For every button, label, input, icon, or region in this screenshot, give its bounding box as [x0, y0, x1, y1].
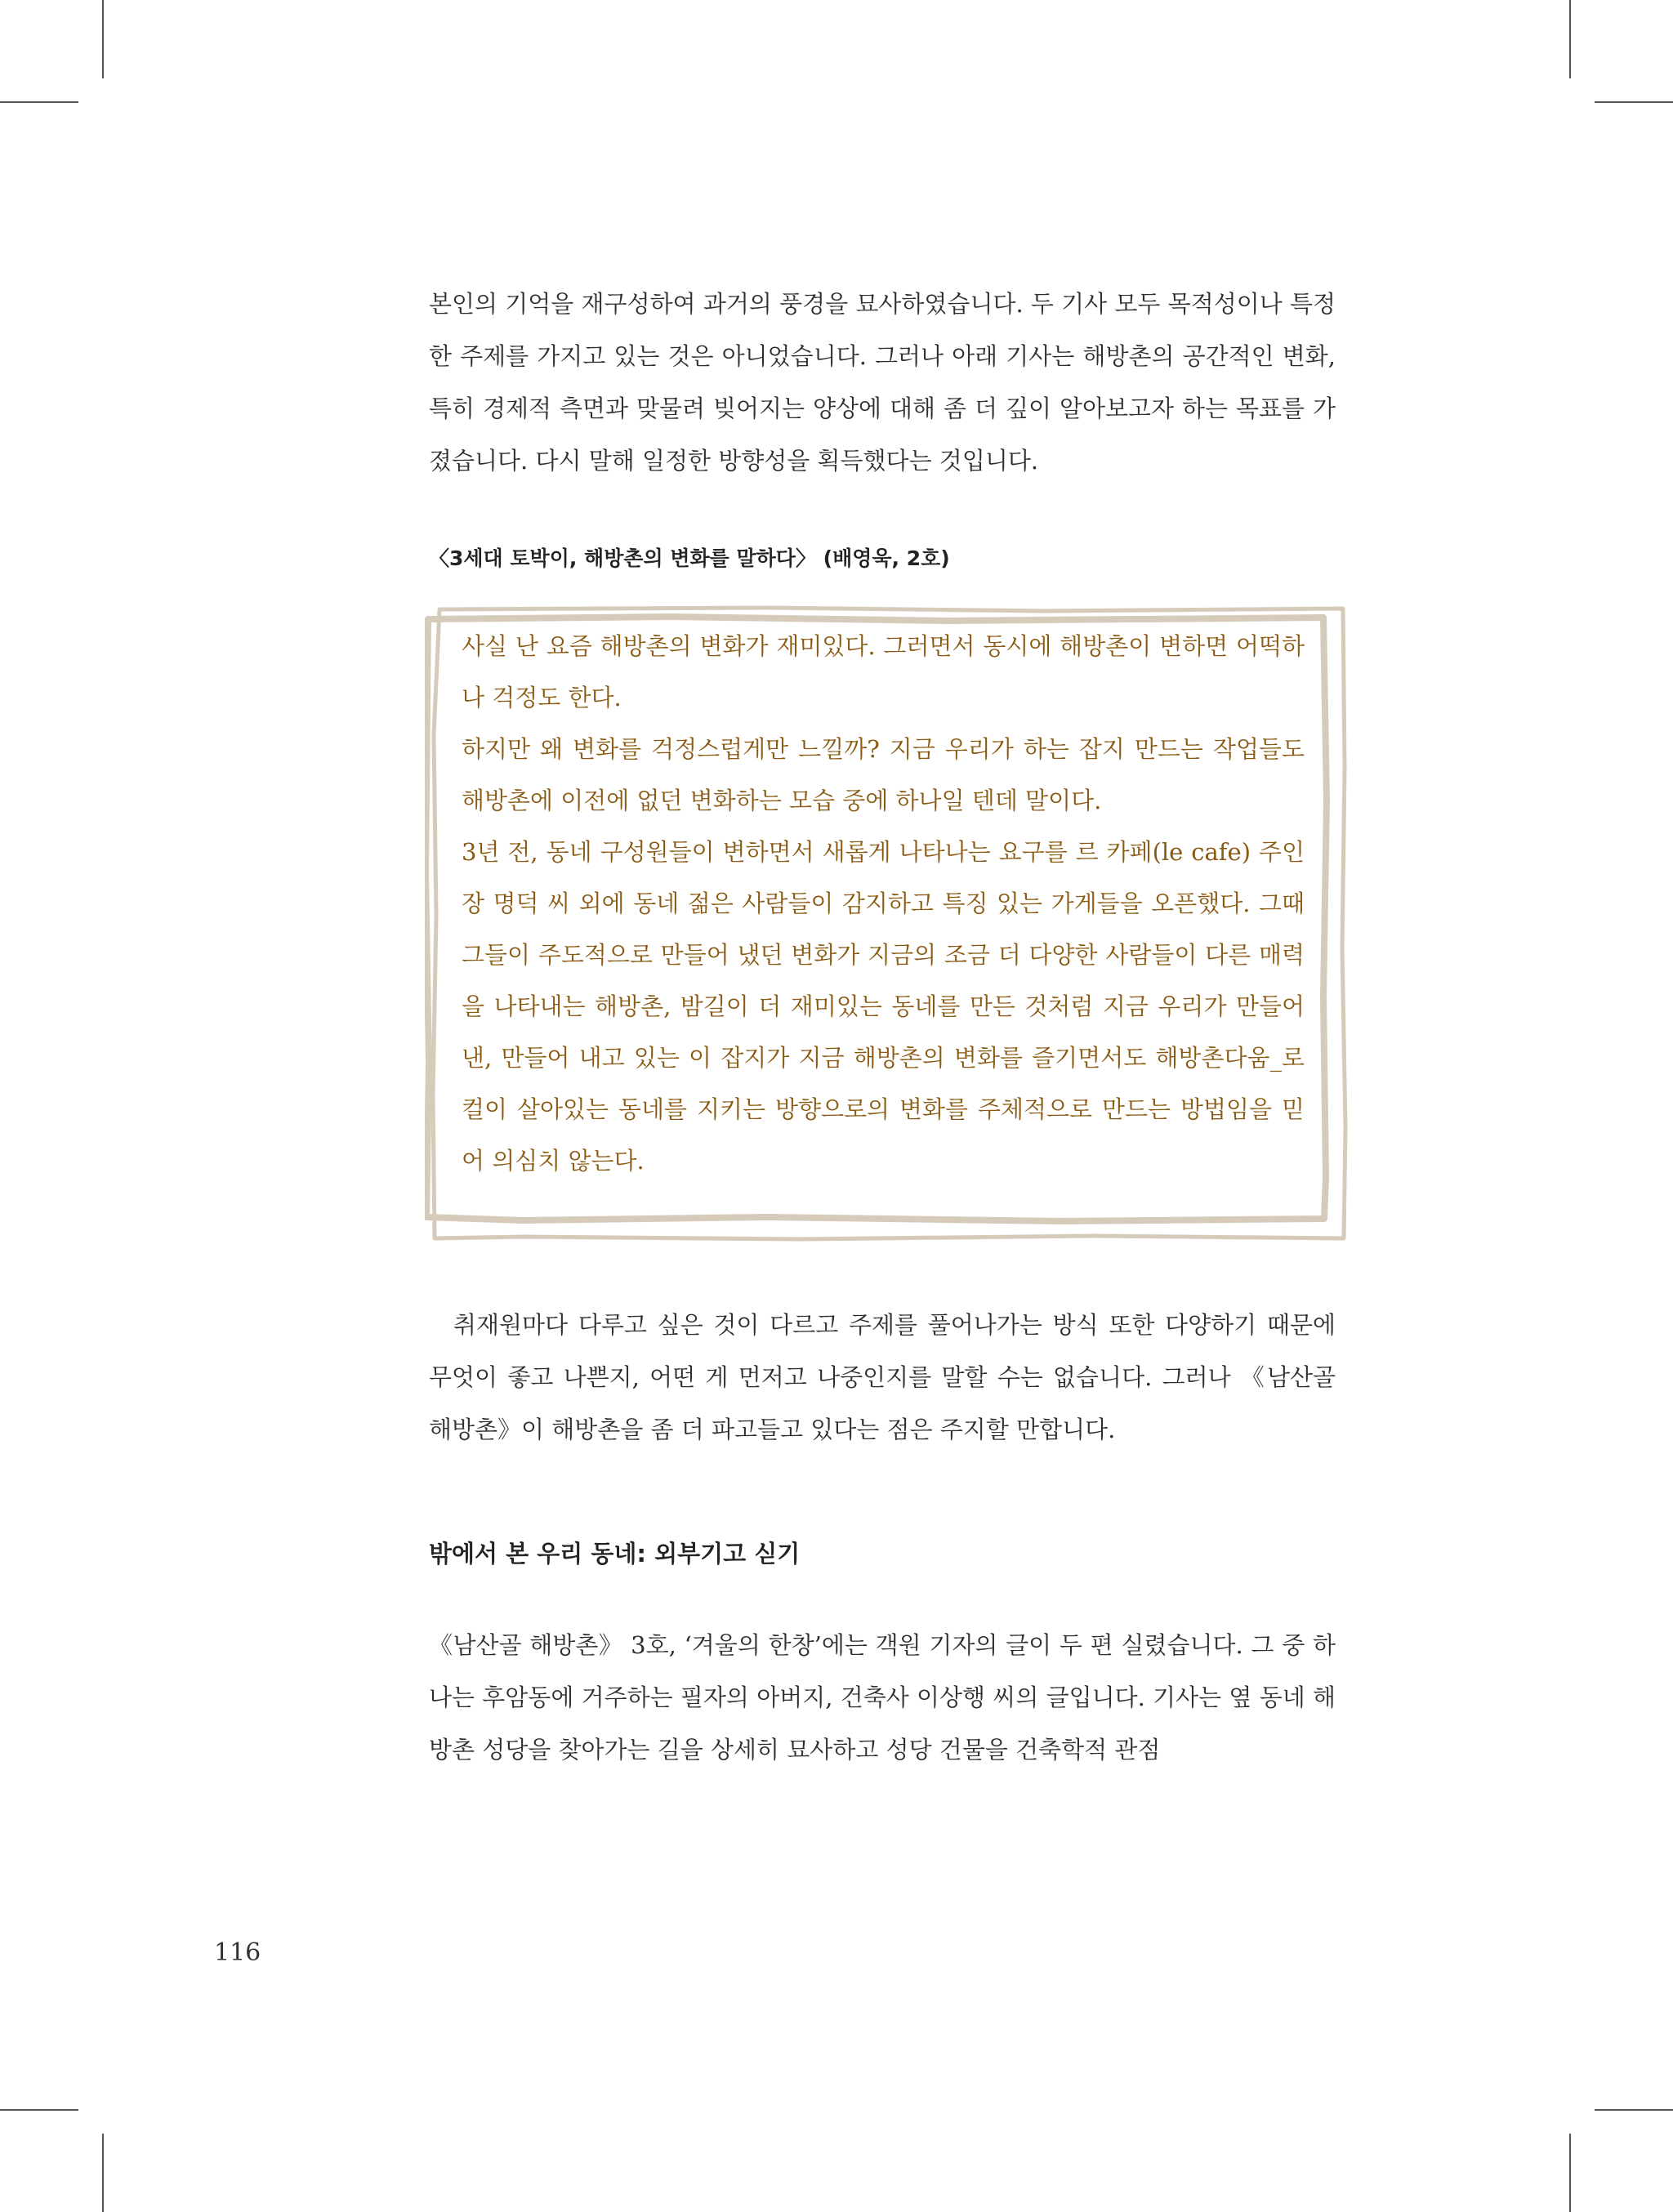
- crop-mark-top-left-horizontal: [0, 101, 78, 103]
- quote-paragraph: 사실 난 요즘 해방촌의 변화가 재미있다. 그러면서 동시에 해방촌이 변하면 어떡하나 걱정도 한다.: [462, 632, 1305, 711]
- page-number: 116: [214, 1938, 261, 1967]
- quote-text: [462, 621, 1305, 1187]
- section-heading: 밖에서 본 우리 동네: 외부기고 싣기: [429, 1540, 801, 1568]
- crop-mark-top-right-vertical: [1569, 0, 1571, 78]
- quote-paragraph: 하지만 왜 변화를 걱정스럽게만 느낄까? 지금 우리가 하는 잡지 만드는 작업들도 해방촌에 이전에 없던 변화하는 모습 중에 하나일 텐데 말이다.: [462, 735, 1305, 814]
- section-paragraph: 《남산골 해방촌》 3호, ‘겨울의 한창’에는 객원 기자의 글이 두 편 실렸습니다. 그 중 하나는 후암동에 거주하는 필자의 아버지, 건축사 이상행 씨의 글입니다. 기사는 옆 동네 해방촌 성당을 찾아가는 길을 상세히 묘사하고 성당 건물을 건축학적 관점: [429, 1631, 1336, 1764]
- after-quote-paragraph: 취재원마다 다루고 싶은 것이 다르고 주제를 풀어나가는 방식 또한 다양하기 때문에 무엇이 좋고 나쁜지, 어떤 게 먼저고 나중인지를 말할 수는 없습니다. 그러나 《남산골 해방촌》이 해방촌을 좀 더 파고들고 있다는 점은 주지할 만합니다.: [429, 1311, 1336, 1443]
- crop-mark-bottom-left-horizontal: [0, 2109, 78, 2111]
- crop-mark-bottom-right-horizontal: [1595, 2109, 1673, 2111]
- quote-paragraph: 3년 전, 동네 구성원들이 변하면서 새롭게 나타나는 요구를 르 카페(le cafe) 주인장 명덕 씨 외에 동네 젊은 사람들이 감지하고 특징 있는 가게들을 오픈했다. 그때 그들이 주도적으로 만들어 냈던 변화가 지금의 조금 더 다양한 사람들이 다른 매력을 나타내는 해방촌, 밤길이 더 재미있는 동네를 만든 것처럼 지금 우리가 만들어 낸, 만들어 내고 있는 이 잡지가 지금 해방촌의 변화를 즐기면서도 해방촌다움_로컬이 살아있는 동네를 지키는 방향으로의 변화를 주체적으로 만드는 방법임을 믿어 의심치 않는다.: [462, 838, 1305, 1175]
- crop-mark-top-right-horizontal: [1595, 101, 1673, 103]
- intro-paragraph: 본인의 기억을 재구성하여 과거의 풍경을 묘사하였습니다. 두 기사 모두 목적성이나 특정한 주제를 가지고 있는 것은 아니었습니다. 그러나 아래 기사는 해방촌의 공간적인 변화, 특히 경제적 측면과 맞물려 빚어지는 양상에 대해 좀 더 깊이 알아보고자 하는 목표를 가졌습니다. 다시 말해 일정한 방향성을 획득했다는 것입니다.: [429, 290, 1336, 475]
- crop-mark-top-left-vertical: [102, 0, 104, 78]
- quote-caption: 〈3세대 토박이, 해방촌의 변화를 말하다〉 (배영욱, 2호): [429, 546, 950, 570]
- crop-mark-bottom-right-vertical: [1569, 2134, 1571, 2212]
- crop-mark-bottom-left-vertical: [102, 2134, 104, 2212]
